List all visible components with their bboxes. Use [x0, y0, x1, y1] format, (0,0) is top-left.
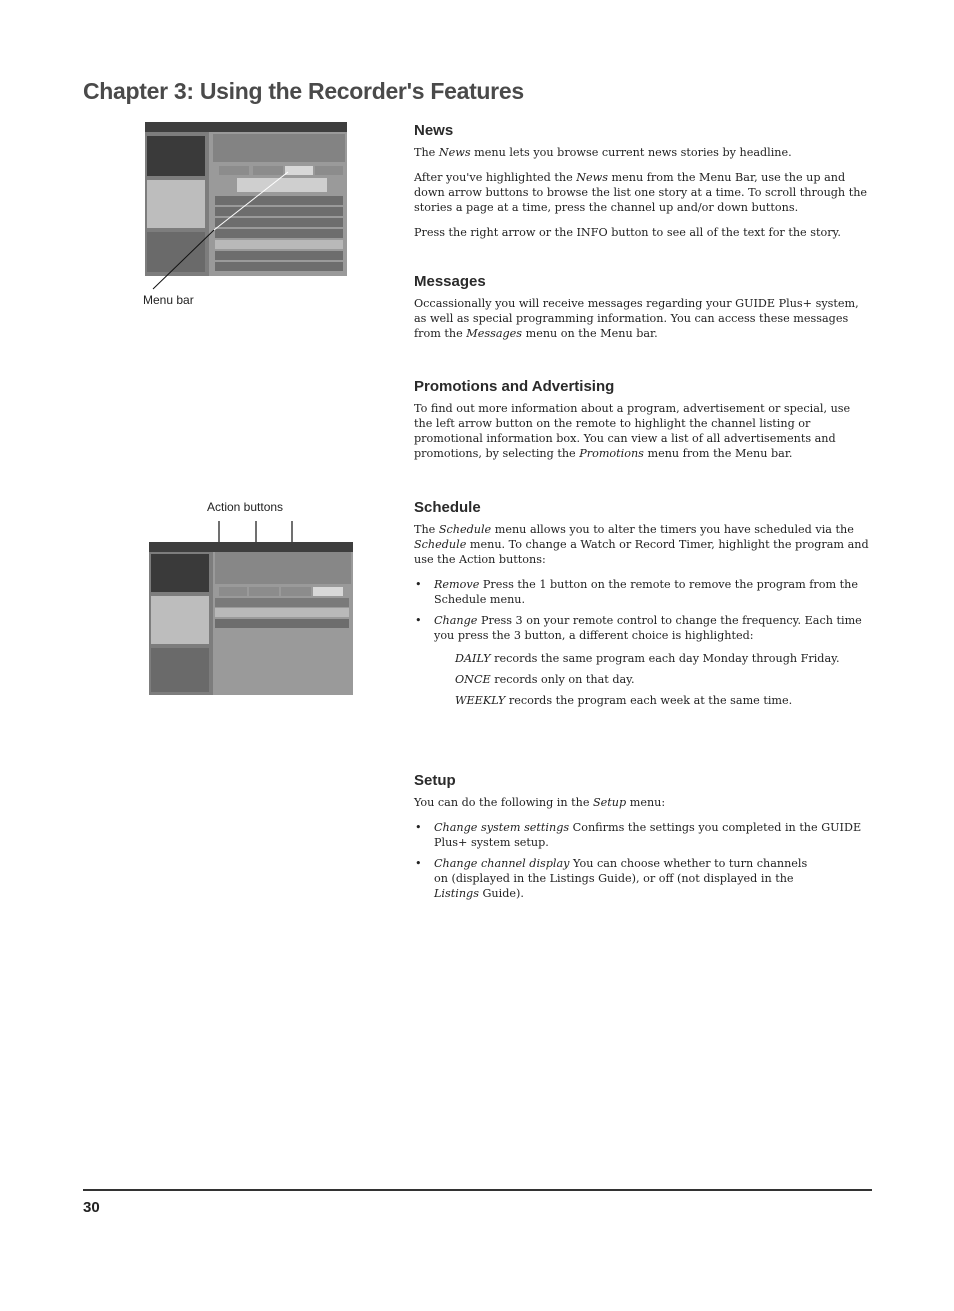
schedule-paragraph: The Schedule menu allows you to alter the timers you have scheduled via the Schedule menu. To change a Watch or Record Timer, highlight the program and use the Action buttons:	[414, 523, 869, 566]
screen-topbar	[145, 122, 347, 132]
schedule-menu-screenshot	[149, 542, 353, 695]
footer-rule	[83, 1189, 872, 1191]
promotions-paragraph: To find out more information about a program, advertisement or special, use the left arrow button on the remote to highlight the channel listing or promotional information box. You can view a list of all advertisements and promotions, by selecting the Promotions menu from the Menu bar.	[414, 402, 851, 460]
setup-paragraph: You can do the following in the Setup menu:	[414, 796, 666, 809]
screen-list-row-highlighted	[215, 240, 343, 249]
news-paragraph: Press the right arrow or the INFO button to see all of the text for the story.	[414, 226, 841, 239]
messages-heading: Messages	[414, 273, 486, 290]
news-heading: News	[414, 122, 454, 139]
screen-tab	[219, 587, 247, 596]
screen-tab	[249, 587, 279, 596]
setup-heading: Setup	[414, 772, 456, 789]
screen-list-row	[215, 218, 343, 227]
frequency-option-weekly: WEEKLY records the program each week at the same time.	[455, 694, 793, 707]
messages-paragraph: Occassionally you will receive messages regarding your GUIDE Plus+ system, as well as special programming information. You can access these messages from the Messages menu on the Menu bar.	[414, 297, 859, 340]
setup-section	[414, 772, 872, 907]
screen-list-row	[215, 207, 343, 216]
chapter-title: Chapter 3: Using the Recorder's Features	[83, 78, 524, 104]
screen-tab	[253, 166, 283, 175]
screen-list-row-highlighted	[215, 608, 349, 617]
menu-bar-callout: Menu bar	[143, 293, 194, 307]
screen-tab	[313, 587, 343, 596]
promotions-heading: Promotions and Advertising	[414, 378, 615, 395]
screen-list-row	[215, 196, 343, 205]
news-paragraph: The News menu lets you browse current news stories by headline.	[414, 146, 792, 159]
screen-promo-box	[147, 180, 205, 228]
schedule-section	[414, 499, 872, 714]
messages-section	[414, 273, 872, 351]
action-buttons-callout: Action buttons	[207, 500, 284, 514]
screen-ad-box	[151, 648, 209, 692]
frequency-option-daily: DAILY records the same program each day Monday through Friday.	[455, 652, 840, 665]
promotions-section	[414, 378, 872, 471]
screen-tab	[315, 166, 343, 175]
news-menu-screenshot	[145, 122, 347, 276]
screen-promo-box	[151, 596, 209, 644]
screen-info-text	[213, 134, 345, 162]
setup-bullet-system-settings: • Change system settings Confirms the settings you completed in the GUIDE Plus+ system setup.	[414, 820, 872, 850]
screen-ad-box	[147, 232, 205, 272]
screen-list-header	[215, 598, 349, 607]
screen-video-window	[147, 136, 205, 176]
screen-tab	[281, 587, 311, 596]
screen-list-row	[215, 229, 343, 238]
screen-video-window	[151, 554, 209, 592]
page-number: 30	[83, 1199, 100, 1216]
screen-list-row	[215, 262, 343, 271]
schedule-bullet-change: • Change Press 3 on your remote control to change the frequency. Each time you press the 3 button, a different choice is highlighted:	[414, 613, 872, 643]
screen-tab	[285, 166, 313, 175]
schedule-bullet-remove: • Remove Press the 1 button on the remote to remove the program from the Schedule menu.	[414, 577, 872, 607]
screen-info-text	[215, 552, 351, 584]
news-section	[414, 122, 872, 250]
frequency-option-once: ONCE records only on that day.	[455, 673, 635, 686]
setup-bullet-channel-display: • Change channel display You can choose whether to turn channels on (displayed in the Listings Guide), or off (not displayed in the Listings Guide).	[414, 856, 872, 901]
schedule-heading: Schedule	[414, 499, 481, 516]
news-paragraph: After you've highlighted the News menu from the Menu Bar, use the up and down arrow buttons to browse the list one story at a time. To scroll through the stories a page at a time, press the channel up and/or down buttons.	[414, 171, 868, 214]
screen-list-row	[215, 619, 349, 628]
screen-list-row	[215, 251, 343, 260]
screen-topbar	[149, 542, 353, 552]
screen-tab	[219, 166, 249, 175]
screen-logo	[237, 178, 327, 192]
